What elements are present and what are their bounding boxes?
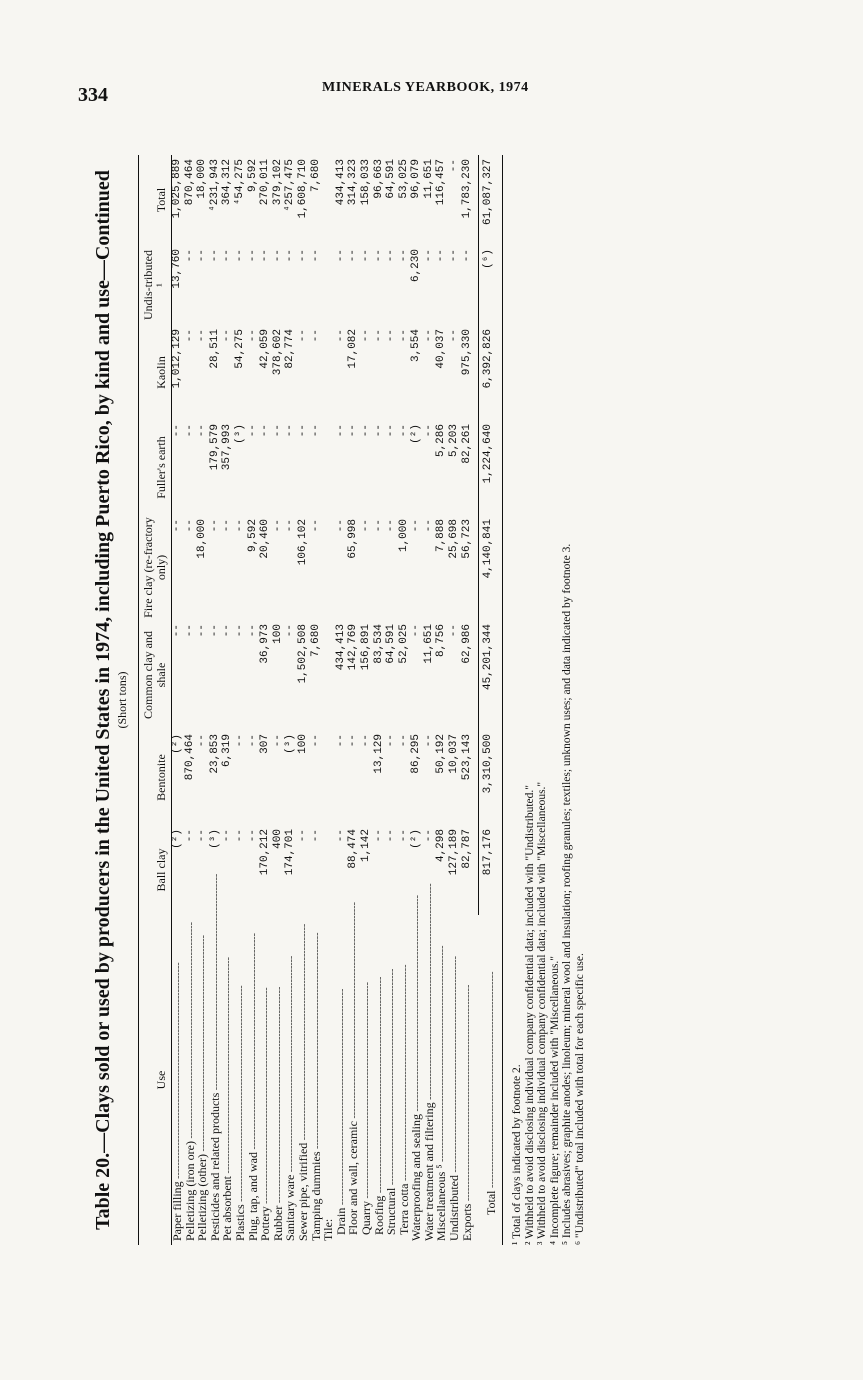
row-value: -- <box>410 624 423 638</box>
row-value: -- <box>259 249 272 263</box>
row-value: 127,189 <box>448 829 461 876</box>
row-value: -- <box>347 734 360 748</box>
total-value: (⁶) <box>478 245 503 325</box>
row-value: 975,330 <box>460 329 473 376</box>
row-value: (²) <box>410 424 423 444</box>
row-use-label: Paper filling ----- <box>172 915 185 1245</box>
table-row <box>197 155 210 1245</box>
table-row <box>374 155 387 1245</box>
row-value: -- <box>208 519 221 533</box>
row-value: -- <box>397 329 410 343</box>
header-col: Kaolin <box>154 356 168 389</box>
table-row <box>462 155 479 1245</box>
row-use-label: Tile: <box>321 1218 336 1241</box>
table-row <box>248 155 261 1245</box>
row-value: -- <box>171 424 183 438</box>
row-value: -- <box>372 829 385 843</box>
row-value: -- <box>309 829 322 843</box>
row-value: 17,082 <box>347 329 360 369</box>
row-value: (²) <box>410 829 423 849</box>
row-value <box>323 730 336 825</box>
row-value: -- <box>410 519 423 533</box>
row-value: -- <box>397 424 410 438</box>
row-value: 3,554 <box>410 329 423 363</box>
header-row <box>139 155 172 1245</box>
row-value: 7,680 <box>309 624 322 658</box>
row-use-label: Pesticides and related products ----- <box>210 915 223 1245</box>
row-value: (³) <box>233 424 246 444</box>
row-value: -- <box>221 249 234 263</box>
row-value: 270,011 <box>259 159 272 206</box>
row-value: 1,025,889 <box>171 159 183 219</box>
row-use-label: Floor and wall, ceramic ----- <box>348 915 361 1245</box>
row-value: ⁴231,943 <box>208 159 221 212</box>
row-value: 170,212 <box>259 829 272 876</box>
row-value <box>323 325 336 420</box>
row-value: -- <box>196 249 209 263</box>
row-value: -- <box>309 249 322 263</box>
row-value: 28,511 <box>208 329 221 369</box>
row-value: -- <box>372 424 385 438</box>
row-use-label: Structural ----- <box>386 915 399 1245</box>
row-value: -- <box>284 249 297 263</box>
row-value: 5,203 <box>448 424 461 458</box>
row-value: -- <box>347 424 360 438</box>
row-use-label: Sewer pipe, vitrified ----- <box>298 915 311 1245</box>
footnote: ¹ Total of clays indicated by footnote 2. <box>511 1064 524 1245</box>
table-row <box>185 155 198 1245</box>
row-value: 106,102 <box>296 519 309 566</box>
row-use-label: Sanitary ware ----- <box>285 915 298 1245</box>
row-use-label: Undistributed ----- <box>449 915 462 1245</box>
table-row <box>348 155 361 1245</box>
row-value <box>323 420 336 515</box>
row-value: 7,888 <box>435 519 448 553</box>
row-value: -- <box>233 249 246 263</box>
row-value: -- <box>460 249 473 263</box>
row-value: 378,602 <box>271 329 284 376</box>
row-use-label: Tamping dummies ----- <box>311 915 324 1245</box>
row-value: 434,413 <box>334 624 347 671</box>
row-use-label: Quarry ----- <box>361 915 374 1245</box>
row-value: -- <box>385 329 398 343</box>
row-value: -- <box>271 249 284 263</box>
row-value: -- <box>233 624 246 638</box>
row-value: 13,129 <box>372 734 385 774</box>
page-number: 334 <box>78 84 108 106</box>
row-use-label: Pet absorbent ----- <box>222 915 235 1245</box>
table-row <box>361 155 374 1245</box>
row-value: -- <box>448 329 461 343</box>
row-value: -- <box>422 734 435 748</box>
table-row <box>449 155 462 1245</box>
row-value: -- <box>284 519 297 533</box>
row-value <box>323 825 336 915</box>
row-value: -- <box>271 424 284 438</box>
table-row <box>424 155 437 1245</box>
total-value: 45,201,344 <box>478 620 503 730</box>
row-value: -- <box>385 249 398 263</box>
row-value: -- <box>284 424 297 438</box>
row-value: 82,774 <box>284 329 297 369</box>
total-value: 61,087,327 <box>478 155 503 245</box>
row-use-label: Rubber ----- <box>273 915 286 1245</box>
row-value: 11,651 <box>422 624 435 664</box>
row-value: 142,769 <box>347 624 360 671</box>
row-value: 158,033 <box>359 159 372 206</box>
row-value: 11,651 <box>422 159 435 199</box>
row-value <box>323 515 336 620</box>
row-value: -- <box>296 829 309 843</box>
row-value: -- <box>196 624 209 638</box>
row-value: -- <box>334 829 347 843</box>
row-value: 64,591 <box>385 159 398 199</box>
row-value: 116,457 <box>435 159 448 206</box>
total-value: 817,176 <box>478 825 503 915</box>
row-value: -- <box>309 519 322 533</box>
row-value: -- <box>397 734 410 748</box>
row-value: -- <box>309 424 322 438</box>
row-value: (²) <box>171 734 183 754</box>
row-value: -- <box>208 249 221 263</box>
row-value: -- <box>448 249 461 263</box>
row-value: -- <box>422 249 435 263</box>
row-value: -- <box>359 519 372 533</box>
row-value: -- <box>246 249 259 263</box>
row-value: 156,891 <box>359 624 372 671</box>
table-row <box>222 155 235 1245</box>
row-use-label: Miscellaneous ⁵ ----- <box>436 915 449 1245</box>
row-value: -- <box>422 329 435 343</box>
row-value: 8,756 <box>435 624 448 658</box>
total-value: 1,224,640 <box>478 420 503 515</box>
row-value: -- <box>259 424 272 438</box>
row-value: (³) <box>284 734 297 754</box>
row-value: -- <box>334 329 347 343</box>
row-value: 434,413 <box>334 159 347 206</box>
row-use-label: Pottery ----- <box>260 915 273 1245</box>
row-value: 25,698 <box>448 519 461 559</box>
table-title: Table 20.—Clays sold or used by producers in the United States in 1974, including Puerto Rico, by kind and use—Continued <box>92 170 114 1230</box>
header-col: Bentonite <box>154 754 168 801</box>
row-value: -- <box>196 829 209 843</box>
row-value: 1,012,129 <box>171 329 183 389</box>
row-value: -- <box>183 519 196 533</box>
row-value: 62,986 <box>460 624 473 664</box>
row-value: 36,973 <box>259 624 272 664</box>
row-value: 523,143 <box>460 734 473 781</box>
row-value: -- <box>271 734 284 748</box>
row-value: -- <box>271 519 284 533</box>
row-value: 400 <box>271 829 284 849</box>
row-value: -- <box>397 829 410 843</box>
row-value: 53,025 <box>397 159 410 199</box>
table-row <box>298 155 311 1245</box>
row-value: 50,192 <box>435 734 448 774</box>
row-value: -- <box>347 249 360 263</box>
row-value: -- <box>309 329 322 343</box>
row-value: 1,142 <box>359 829 372 863</box>
row-use-label: Exports ----- <box>462 915 479 1245</box>
row-value: -- <box>221 624 234 638</box>
table-row <box>323 155 336 1245</box>
row-value: -- <box>372 249 385 263</box>
row-value: -- <box>196 329 209 343</box>
row-value: (³) <box>208 829 221 849</box>
row-value: -- <box>221 519 234 533</box>
row-value: -- <box>296 329 309 343</box>
row-value: ⁴54,275 <box>233 159 246 206</box>
header-use: Use <box>154 1070 168 1090</box>
row-value: -- <box>196 424 209 438</box>
row-use-label: Terra cotta ----- <box>399 915 412 1245</box>
running-head: MINERALS YEARBOOK, 1974 <box>322 80 529 95</box>
row-value: 82,261 <box>460 424 473 464</box>
row-value: 870,464 <box>183 159 196 206</box>
row-value: -- <box>171 624 183 638</box>
row-value: -- <box>448 159 461 173</box>
row-value: -- <box>359 249 372 263</box>
row-value: -- <box>246 424 259 438</box>
row-value <box>323 155 336 245</box>
row-value: 1,608,710 <box>296 159 309 219</box>
row-value: -- <box>221 329 234 343</box>
row-value: -- <box>196 734 209 748</box>
row-value: 88,474 <box>347 829 360 869</box>
row-value <box>323 620 336 730</box>
row-value: -- <box>448 624 461 638</box>
footnote: ² Withheld to avoid disclosing individual company confidential data; included with "Undistributed." <box>523 785 536 1245</box>
row-value: 4,298 <box>435 829 448 863</box>
table-row <box>311 155 324 1245</box>
total-value: 4,140,841 <box>478 515 503 620</box>
row-value: -- <box>334 734 347 748</box>
row-value: 100 <box>271 624 284 644</box>
row-value: 9,592 <box>246 519 259 553</box>
row-value: -- <box>284 624 297 638</box>
row-value: 1,783,230 <box>460 159 473 219</box>
row-use-label: Plug, tap, and wad ----- <box>248 915 261 1245</box>
row-value: 13,760 <box>171 249 183 289</box>
row-value: -- <box>422 519 435 533</box>
row-value: -- <box>334 249 347 263</box>
row-value: -- <box>183 829 196 843</box>
row-value: -- <box>208 624 221 638</box>
row-value: 100 <box>296 734 309 754</box>
row-use-label: Pelletizing (other) ----- <box>197 915 210 1245</box>
row-use-label: Water treatment and filtering ----- <box>424 915 437 1245</box>
row-value: 357,993 <box>221 424 234 471</box>
row-value: 56,723 <box>460 519 473 559</box>
row-value: 18,000 <box>196 159 209 199</box>
table-row <box>399 155 412 1245</box>
header-col: Common clay and shale <box>141 631 168 719</box>
row-value: 5,286 <box>435 424 448 458</box>
row-value: -- <box>246 734 259 748</box>
row-value: -- <box>246 329 259 343</box>
table-row <box>210 155 223 1245</box>
row-value: -- <box>334 519 347 533</box>
row-value: -- <box>183 424 196 438</box>
row-value: -- <box>334 424 347 438</box>
rotated-table-block <box>90 155 630 1245</box>
row-use-label: Drain ----- <box>336 915 349 1245</box>
row-value <box>323 245 336 325</box>
row-value: -- <box>183 624 196 638</box>
header-col: Fire clay (re-fractory only) <box>141 517 168 618</box>
row-value: ⁴257,475 <box>284 159 297 212</box>
row-value: 20,460 <box>259 519 272 559</box>
row-value: -- <box>372 519 385 533</box>
footnote: ⁵ Includes abrasives; graphite anodes; linoleum; mineral wool and insulation; roofing granules; textiles; unknown uses; and data indicated by footnote 3. <box>561 543 574 1245</box>
row-value: 7,680 <box>309 159 322 193</box>
row-value: -- <box>246 624 259 638</box>
row-use-label: Pelletizing (iron ore) ----- <box>185 915 198 1245</box>
row-value: -- <box>233 829 246 843</box>
row-value: 42,059 <box>259 329 272 369</box>
table-row <box>436 155 449 1245</box>
row-value: 54,275 <box>233 329 246 369</box>
row-use-label: Waterproofing and sealing ----- <box>411 915 424 1245</box>
row-value: 52,025 <box>397 624 410 664</box>
row-value: 9,592 <box>246 159 259 193</box>
row-value: -- <box>372 329 385 343</box>
table-row <box>386 155 399 1245</box>
row-value: 65,998 <box>347 519 360 559</box>
table-subtitle: (Short tons) <box>115 671 129 729</box>
row-value: 179,579 <box>208 424 221 471</box>
row-value: -- <box>385 424 398 438</box>
row-value: 1,000 <box>397 519 410 553</box>
row-value: 364,312 <box>221 159 234 206</box>
table-row <box>260 155 273 1245</box>
row-value: -- <box>183 329 196 343</box>
table-row <box>172 155 185 1245</box>
row-value: -- <box>309 734 322 748</box>
row-value: -- <box>296 249 309 263</box>
footnotes <box>511 155 586 1245</box>
total-row <box>478 155 503 1245</box>
header-col: Fuller's earth <box>154 436 168 499</box>
footnote: ⁴ Incomplete figure; remainder included with "Miscellaneous." <box>548 956 561 1245</box>
row-value: 86,295 <box>410 734 423 774</box>
row-use-label: Plastics ----- <box>235 915 248 1245</box>
row-value: 1,502,508 <box>296 624 309 684</box>
row-value: 379,102 <box>271 159 284 206</box>
row-value: 64,591 <box>385 624 398 664</box>
row-value: -- <box>397 249 410 263</box>
clays-table <box>138 155 503 1245</box>
row-value: -- <box>359 734 372 748</box>
row-use-label: Roofing ----- <box>374 915 387 1245</box>
row-value: 83,534 <box>372 624 385 664</box>
header-col: Total <box>154 187 168 213</box>
row-value: 82,787 <box>460 829 473 869</box>
row-value: 6,319 <box>221 734 234 768</box>
table-row <box>235 155 248 1245</box>
row-value: 40,037 <box>435 329 448 369</box>
total-value: 3,310,500 <box>478 730 503 825</box>
header-col: Ball clay <box>154 848 168 892</box>
table-row <box>411 155 424 1245</box>
row-value: -- <box>296 424 309 438</box>
row-value: 6,230 <box>410 249 423 283</box>
row-value: -- <box>422 829 435 843</box>
row-value: -- <box>233 734 246 748</box>
row-value: -- <box>171 519 183 533</box>
row-value: -- <box>359 424 372 438</box>
row-value: -- <box>435 249 448 263</box>
header-col: Undis-tributed ¹ <box>141 250 168 320</box>
row-value: -- <box>385 734 398 748</box>
row-value: -- <box>183 249 196 263</box>
table-row <box>336 155 349 1245</box>
row-value: -- <box>221 829 234 843</box>
row-value: 174,701 <box>284 829 297 876</box>
table-row <box>273 155 286 1245</box>
row-value: -- <box>422 424 435 438</box>
table-row <box>285 155 298 1245</box>
row-value: 870,464 <box>183 734 196 781</box>
total-value: 6,392,826 <box>478 325 503 420</box>
total-label: Total ----- <box>478 915 503 1245</box>
row-value: 23,853 <box>208 734 221 774</box>
row-value: 314,323 <box>347 159 360 206</box>
row-value: (²) <box>171 829 183 849</box>
row-value: 10,037 <box>448 734 461 774</box>
row-value: 96,663 <box>372 159 385 199</box>
row-value: 18,000 <box>196 519 209 559</box>
row-value: -- <box>385 519 398 533</box>
row-value: 96,079 <box>410 159 423 199</box>
row-value: 307 <box>259 734 272 754</box>
row-value: -- <box>385 829 398 843</box>
footnote: ⁶ "Undistributed" total included with total for each specific use. <box>573 953 586 1245</box>
row-value: -- <box>359 329 372 343</box>
footnote: ³ Withheld to avoid disclosing individual company confidential data; included with "Miscellaneous." <box>536 781 549 1245</box>
row-value: -- <box>233 519 246 533</box>
row-value: -- <box>246 829 259 843</box>
